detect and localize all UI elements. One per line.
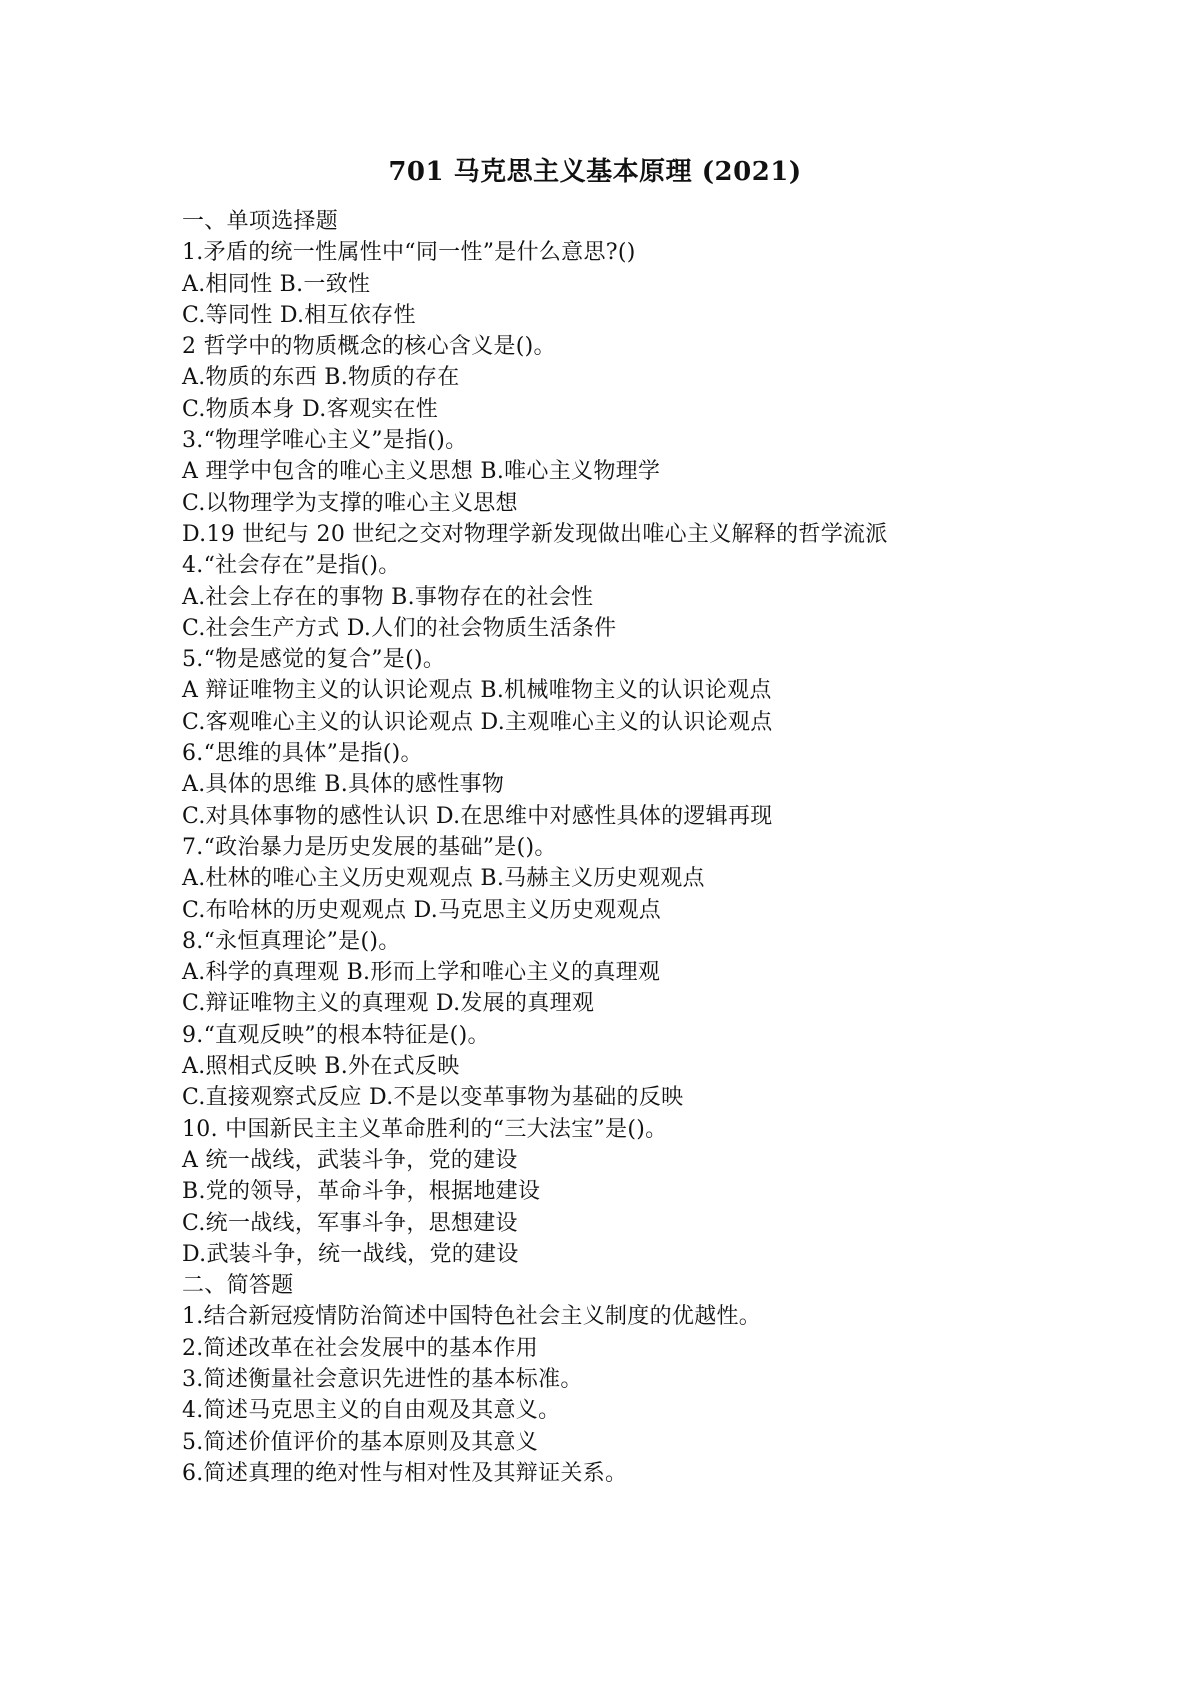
- question-options: A.相同性 B.一致性: [182, 271, 371, 297]
- question-options: C.物质本身 D.客观实在性: [182, 396, 439, 422]
- question-options: A.照相式反映 B.外在式反映: [182, 1054, 460, 1080]
- question-stem: 4.“社会存在”是指()。: [182, 553, 401, 579]
- short-answer-item: 2.简述改革在社会发展中的基本作用: [182, 1335, 539, 1361]
- document-title: 701 马克思主义基本原理 (2021): [388, 157, 802, 187]
- question-options: A.社会上存在的事物 B.事物存在的社会性: [182, 584, 594, 610]
- section-heading-short-answer: 二、简答题: [182, 1273, 294, 1299]
- question-options: C.布哈林的历史观观点 D.马克思主义历史观观点: [182, 897, 662, 923]
- question-options: C.以物理学为支撑的唯心主义思想: [182, 490, 518, 516]
- question-stem: 10. 中国新民主主义革命胜利的“三大法宝”是()。: [182, 1116, 668, 1142]
- question-options: A.科学的真理观 B.形而上学和唯心主义的真理观: [182, 960, 661, 986]
- short-answer-item: 6.简述真理的绝对性与相对性及其辩证关系。: [182, 1460, 628, 1486]
- short-answer-item: 1.结合新冠疫情防治简述中国特色社会主义制度的优越性。: [182, 1304, 762, 1330]
- document-body: [182, 206, 1142, 1489]
- question-options: C.等同性 D.相互依存性: [182, 302, 416, 328]
- question-options: C.对具体事物的感性认识 D.在思维中对感性具体的逻辑再现: [182, 803, 773, 829]
- question-options: A 理学中包含的唯心主义思想 B.唯心主义物理学: [182, 459, 661, 485]
- question-options: C.辩证唯物主义的真理观 D.发展的真理观: [182, 991, 595, 1017]
- question-stem: 7.“政治暴力是历史发展的基础”是()。: [182, 834, 557, 860]
- question-options: A.杜林的唯心主义历史观观点 B.马赫主义历史观观点: [182, 866, 705, 892]
- question-options: C.客观唯心主义的认识论观点 D.主观唯心主义的认识论观点: [182, 709, 773, 735]
- question-options: D.武装斗争，统一战线，党的建设: [182, 1241, 519, 1267]
- question-options: A.物质的东西 B.物质的存在: [182, 365, 460, 391]
- question-options: D.19 世纪与 20 世纪之交对物理学新发现做出唯心主义解释的哲学流派: [182, 521, 888, 547]
- question-options: A 辩证唯物主义的认识论观点 B.机械唯物主义的认识论观点: [182, 678, 772, 704]
- question-stem: 2 哲学中的物质概念的核心含义是()。: [182, 334, 556, 360]
- short-answer-item: 3.简述衡量社会意识先进性的基本标准。: [182, 1366, 583, 1392]
- question-stem: 6.“思维的具体”是指()。: [182, 741, 423, 767]
- question-stem: 8.“永恒真理论”是()。: [182, 928, 401, 954]
- question-options: C.社会生产方式 D.人们的社会物质生活条件: [182, 615, 617, 641]
- question-stem: 1.矛盾的统一性属性中“同一性”是什么意思?(): [182, 240, 636, 266]
- question-stem: 5.“物是感觉的复合”是()。: [182, 647, 446, 673]
- question-stem: 9.“直观反映”的根本特征是()。: [182, 1022, 490, 1048]
- question-options: C.直接观察式反应 D.不是以变革事物为基础的反映: [182, 1085, 684, 1111]
- section-heading-choice: 一、单项选择题: [182, 209, 339, 234]
- question-options: A 统一战线，武装斗争，党的建设: [182, 1147, 518, 1173]
- short-answer-item: 4.简述马克思主义的自由观及其意义。: [182, 1398, 561, 1424]
- short-answer-item: 5.简述价值评价的基本原则及其意义: [182, 1429, 539, 1455]
- question-options: C.统一战线，军事斗争，思想建设: [182, 1210, 518, 1236]
- question-options: A.具体的思维 B.具体的感性事物: [182, 772, 505, 798]
- question-options: B.党的领导，革命斗争，根据地建设: [182, 1179, 541, 1205]
- question-stem: 3.“物理学唯心主义”是指()。: [182, 428, 468, 454]
